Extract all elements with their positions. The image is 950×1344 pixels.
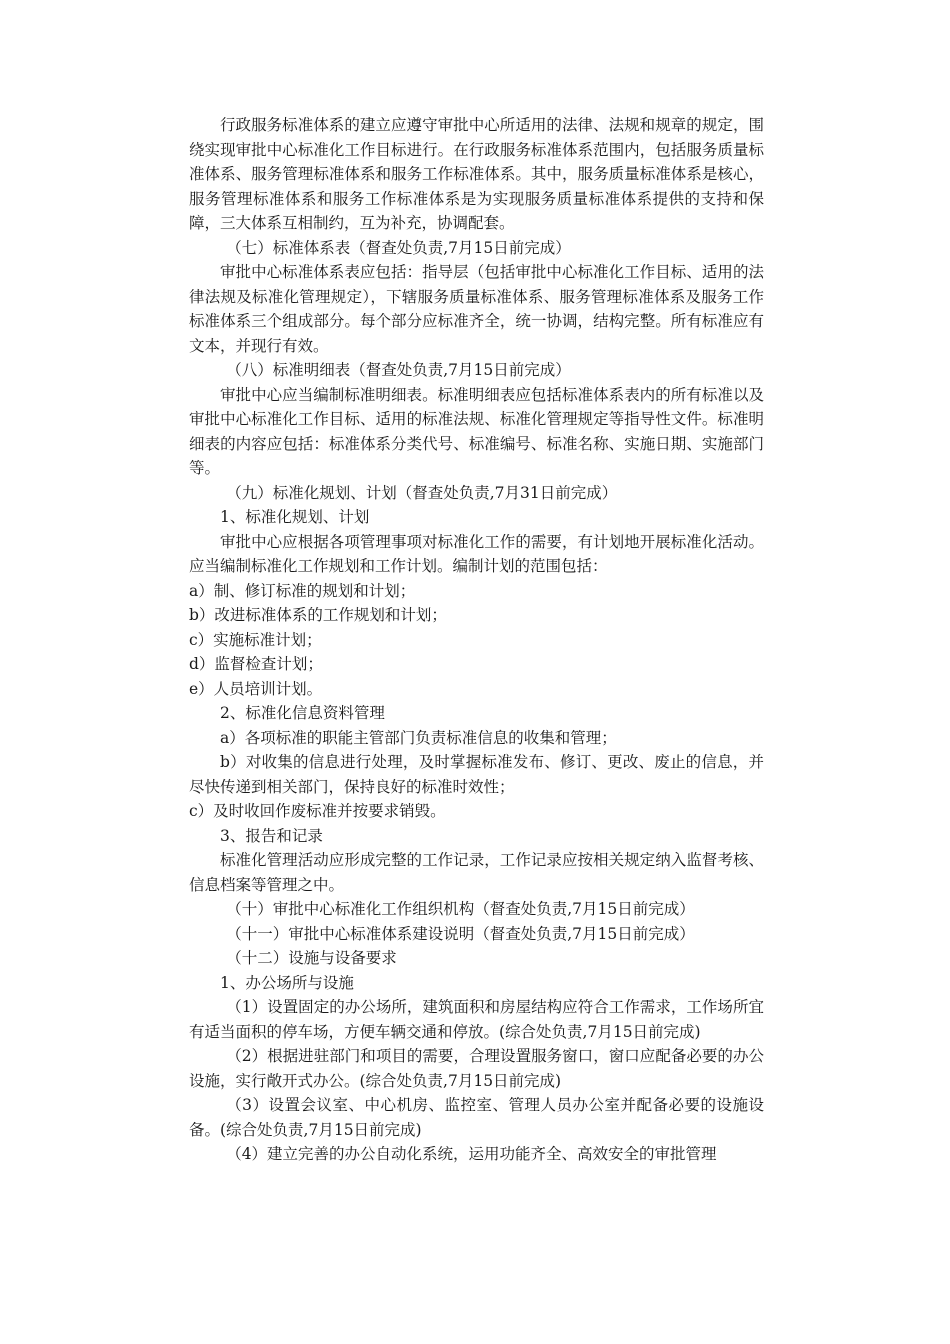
paragraph-reports: 标准化管理活动应形成完整的工作记录，工作记录应按相关规定纳入监督考核、信息档案等管理之中。 [189, 851, 764, 894]
heading-facilities: （十二）设施与设备要求 [226, 949, 397, 967]
paragraph-planning: 审批中心应根据各项管理事项对标准化工作的需要，有计划地开展标准化活动。应当编制标准化工作规划和工作计划。编制计划的范围包括： [189, 532, 764, 575]
list-item: b）对收集的信息进行处理，及时掌握标准发布、修订、更改、废止的信息，并尽快传递到相关部门，保持良好的标准时效性； [189, 753, 764, 796]
list-item: c）及时收回作废标准并按要求销毁。 [189, 802, 446, 820]
list-item: a）制、修订标准的规划和计划； [189, 581, 416, 600]
heading-standard-detail-table: （八）标准明细表（督查处负责,7月15日前完成） [226, 361, 571, 379]
heading-construction-notes: （十一）审批中心标准体系建设说明（督查处负责,7月15日前完成） [226, 924, 695, 943]
paragraph-system-table: 审批中心标准体系表应包括：指导层（包括审批中心标准化工作目标、适用的法律法规及标准化管理规定），下辖服务质量标准体系、服务管理标准体系及服务工作标准体系三个组成部分。每个部分应标准齐全，统一协调，结构完整。所有标准应有文本，并现行有效。 [189, 263, 764, 355]
subheading-planning: 1、标准化规划、计划 [220, 508, 370, 526]
list-item: （1）设置固定的办公场所，建筑面积和房屋结构应符合工作需求，工作场所宜有适当面积的停车场，方便车辆交通和停放。(综合处负责,7月15日前完成) [189, 998, 764, 1041]
heading-planning: （九）标准化规划、计划（督查处负责,7月31日前完成） [226, 483, 618, 502]
list-item: b）改进标准体系的工作规划和计划； [189, 606, 447, 624]
list-item: （2）根据进驻部门和项目的需要，合理设置服务窗口，窗口应配备必要的办公设施，实行敞开式办公。(综合处负责,7月15日前完成) [189, 1047, 764, 1090]
heading-standard-system-table: （七）标准体系表（督查处负责,7月15日前完成） [226, 238, 571, 257]
heading-organization: （十）审批中心标准化工作组织机构（督查处负责,7月15日前完成） [226, 900, 695, 918]
list-item: （4）建立完善的办公自动化系统，运用功能齐全、高效安全的审批管理 [226, 1145, 717, 1163]
list-item: a）各项标准的职能主管部门负责标准信息的收集和管理； [220, 728, 617, 747]
paragraph-system-principles: 行政服务标准体系的建立应遵守审批中心所适用的法律、法规和规章的规定，围绕实现审批中心标准化工作目标进行。在行政服务标准体系范围内，包括服务质量标准体系、服务管理标准体系和服务工作标准体系。其中，服务质量标准体系是核心，服务管理标准体系和服务工作标准体系是为实现服务质量标准体系提供的支持和保障，三大体系互相制约，互为补充，协调配套。 [189, 116, 764, 232]
document-body [189, 113, 764, 1167]
subheading-info-management: 2、标准化信息资料管理 [220, 704, 385, 722]
list-item: c）实施标准计划； [189, 630, 322, 649]
subheading-reports: 3、报告和记录 [220, 826, 323, 845]
subheading-office-premises: 1、办公场所与设施 [220, 973, 354, 992]
paragraph-detail-table: 审批中心应当编制标准明细表。标准明细表应包括标准体系表内的所有标准以及审批中心标准化工作目标、适用的标准法规、标准化管理规定等指导性文件。标准明细表的内容应包括：标准体系分类代号、标准编号、标准名称、实施日期、实施部门等。 [189, 385, 764, 477]
list-item: （3）设置会议室、中心机房、监控室、管理人员办公室并配备必要的设施设备。(综合处负责,7月15日前完成) [189, 1096, 764, 1139]
list-item: e）人员培训计划。 [189, 679, 323, 698]
list-item: d）监督检查计划； [189, 655, 323, 673]
